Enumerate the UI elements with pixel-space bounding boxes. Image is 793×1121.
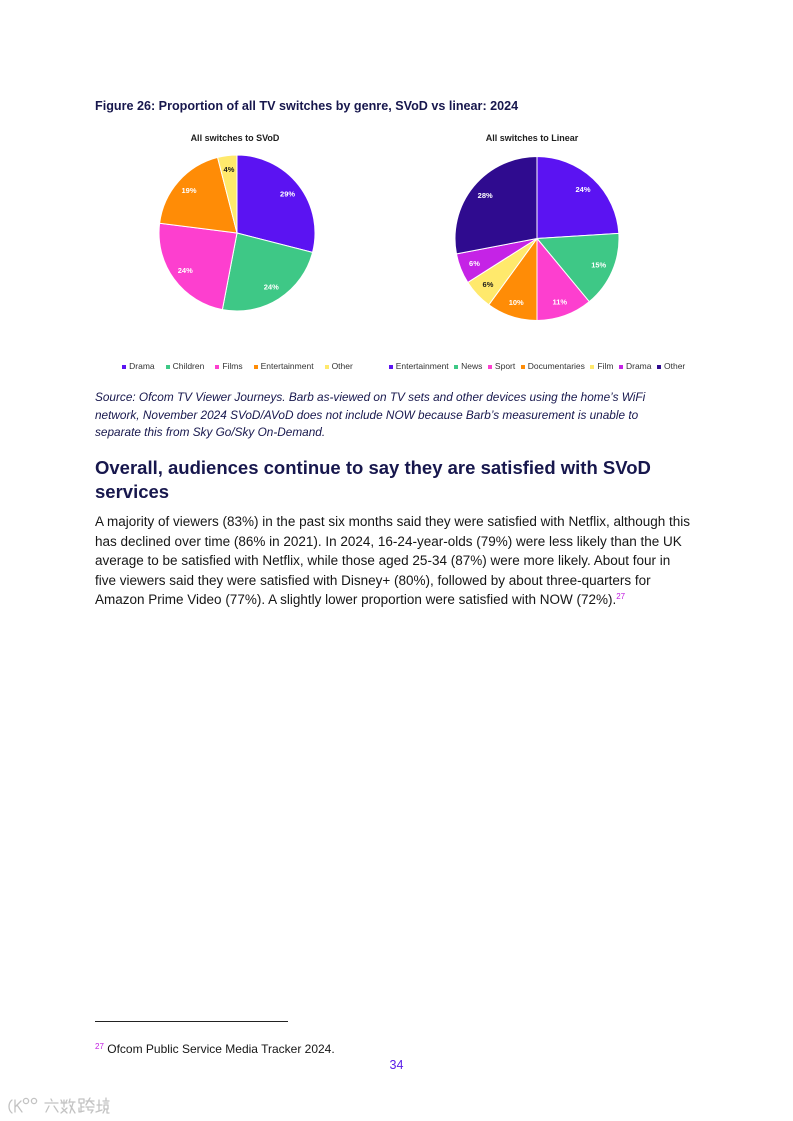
legend-label: News — [461, 361, 483, 371]
footnote-separator — [95, 1021, 288, 1022]
legend-swatch — [619, 365, 623, 369]
svod-chart-title: All switches to SVoD — [190, 133, 280, 143]
svod-pie-label-other: 4% — [223, 165, 235, 175]
legend-swatch — [254, 365, 258, 369]
figure-title: Figure 26: Proportion of all TV switches by genre, SVoD vs linear: 2024 — [95, 99, 519, 113]
legend-swatch — [590, 365, 594, 369]
linear-legend-item-sport — [488, 361, 515, 372]
linear-legend-item-news — [454, 361, 482, 372]
legend-label: Entertainment — [395, 361, 449, 371]
svod-pie-slice-films — [159, 223, 237, 309]
linear-pie-label-sport: 11% — [552, 297, 568, 307]
legend-label: Films — [222, 361, 243, 371]
body-line: A majority of viewers (83%) in the past six months said they were satisfied with Netflix, although this — [95, 514, 691, 529]
legend-label: Drama — [625, 361, 652, 371]
linear-legend-item-film — [590, 361, 613, 372]
legend-swatch — [166, 365, 170, 369]
pie-charts-canvas — [0, 0, 793, 340]
body-line-text: Amazon Prime Video (77%). A slightly lower proportion were satisfied with NOW (72%). — [95, 592, 617, 607]
svod-legend-item-children — [166, 361, 205, 372]
linear-pie-label-other: 28% — [477, 191, 493, 201]
page-number: 34 — [389, 1058, 404, 1072]
svod-pie-label-children: 24% — [263, 282, 279, 292]
linear-pie-label-drama: 6% — [469, 258, 480, 268]
svod-legend-item-other — [325, 361, 353, 372]
legend-label: Sport — [494, 361, 516, 371]
body-line — [95, 590, 690, 610]
svod-pie-label-entertainment: 19% — [181, 186, 197, 196]
figure-source-note — [95, 389, 645, 442]
source-line: separate this from Sky Go/Sky On-Demand. — [95, 425, 326, 439]
linear-pie-slice-other — [455, 156, 537, 253]
legend-label: Drama — [129, 361, 155, 371]
svod-legend — [95, 361, 380, 372]
linear-pie-label-news: 15% — [591, 260, 607, 270]
svod-legend-item-entertainment — [254, 361, 314, 372]
body-line: five viewers said they were satisfied with Disney+ (80%), followed by about three-quarters for — [95, 572, 651, 588]
linear-legend-item-entertainment — [389, 361, 449, 372]
section-heading — [95, 456, 651, 504]
legend-swatch — [657, 365, 661, 369]
legend-swatch — [454, 365, 458, 369]
linear-pie-label-documentaries: 10% — [508, 297, 524, 307]
legend-swatch — [389, 365, 393, 369]
svod-pie — [159, 155, 315, 311]
svod-legend-item-drama — [122, 361, 155, 372]
legend-swatch — [325, 365, 329, 369]
linear-chart-title: All switches to Linear — [485, 133, 579, 143]
source-line: Source: Ofcom TV Viewer Journeys. Barb as-viewed on TV sets and other devices using the home’s WiFi — [95, 390, 646, 404]
legend-label: Children — [172, 361, 205, 371]
legend-label: Documentaries — [527, 361, 585, 371]
linear-legend-item-other — [657, 361, 685, 372]
heading-line: Overall, audiences continue to say they are satisfied with SVoD — [95, 457, 651, 478]
legend-label: Other — [664, 361, 686, 371]
legend-label: Film — [597, 361, 614, 371]
footnote — [95, 1041, 335, 1057]
legend-swatch — [488, 365, 492, 369]
linear-legend-item-drama — [619, 361, 652, 372]
svod-legend-item-films — [215, 361, 242, 372]
linear-legend — [380, 361, 694, 372]
legend-swatch — [122, 365, 126, 369]
footnote-reference: 27 — [616, 592, 626, 601]
legend-label: Other — [331, 361, 353, 371]
legend-label: Entertainment — [260, 361, 314, 371]
watermark-logo — [6, 1095, 110, 1117]
legend-swatch — [521, 365, 525, 369]
svod-pie-label-drama: 29% — [280, 189, 296, 199]
body-paragraph — [95, 512, 690, 610]
svod-pie-label-films: 24% — [177, 266, 193, 276]
source-line: network, November 2024 SVoD/AVoD does not include NOW because Barb’s measurement is unable to — [95, 407, 639, 422]
legend-swatch — [215, 365, 219, 369]
linear-pie — [455, 156, 619, 320]
footnote-number: 27 — [95, 1042, 104, 1051]
heading-line: services — [95, 481, 170, 502]
body-line: has declined over time (86% in 2021). In 2024, 16-24-year-olds (79%) were less likely than the UK — [95, 533, 682, 549]
linear-legend-item-documentaries — [521, 361, 585, 372]
body-line: average to be satisfied with Netflix, while those aged 25-34 (87%) were more likely. About four in — [95, 553, 671, 568]
footnote-text: Ofcom Public Service Media Tracker 2024. — [107, 1042, 335, 1056]
linear-pie-slice-entertainment — [537, 157, 619, 239]
linear-pie-label-film: 6% — [482, 280, 494, 290]
linear-pie-label-entertainment: 24% — [575, 184, 591, 194]
